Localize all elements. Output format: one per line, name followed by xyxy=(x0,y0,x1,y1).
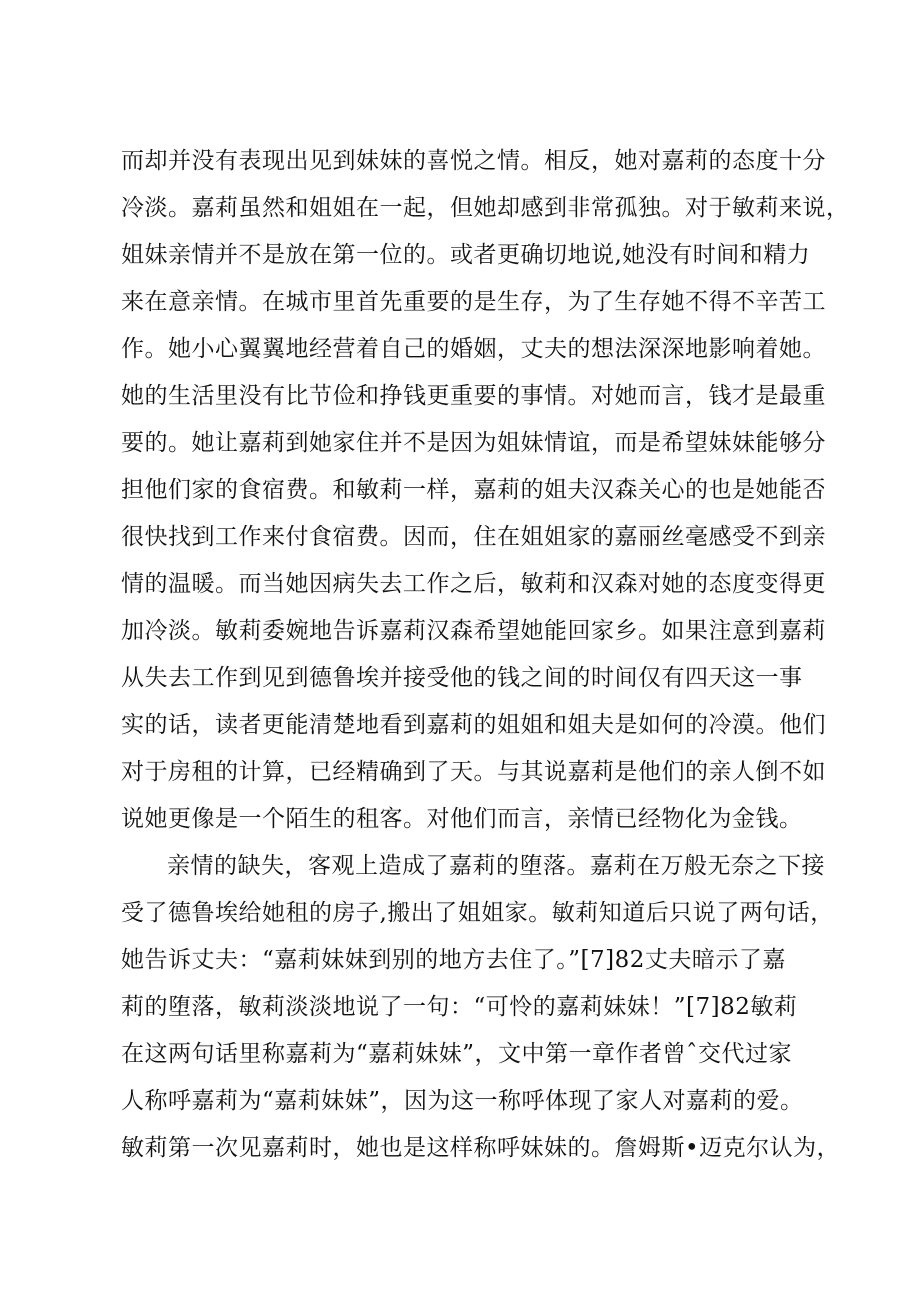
document-body xyxy=(121,138,850,1172)
paragraph-2 xyxy=(121,843,841,1172)
text-line: 她的生活里没有比节俭和挣钱更重要的事情。对她而言，钱才是最重 xyxy=(121,383,826,409)
text-line: 敏莉第一次见嘉莉时，她也是这样称呼妹妹的。詹姆斯•迈克尔认为， xyxy=(121,1135,841,1161)
text-line: 她告诉丈夫：“嘉莉妹妹到别的地方去住了。”[7]82丈夫暗示了嘉 xyxy=(121,947,786,973)
text-line: 很快找到工作来付食宿费。因而，住在姐姐家的嘉丽丝毫感受不到亲 xyxy=(121,524,826,550)
text-line: 在这两句话里称嘉莉为“嘉莉妹妹”，文中第一章作者曾ˆ交代过家 xyxy=(121,1041,793,1067)
text-line: 加冷淡。敏莉委婉地告诉嘉莉汉森希望她能回家乡。如果注意到嘉莉 xyxy=(121,618,826,644)
text-line: 而却并没有表现出见到妹妹的喜悦之情。相反，她对嘉莉的态度十分 xyxy=(121,148,826,174)
text-line: 实的话，读者更能清楚地看到嘉莉的姐姐和姐夫是如何的冷漠。他们 xyxy=(121,712,826,738)
text-line: 来在意亲情。在城市里首先重要的是生存，为了生存她不得不辛苦工 xyxy=(121,289,826,315)
text-line: 担他们家的食宿费。和敏莉一样，嘉莉的姐夫汉森关心的也是她能否 xyxy=(121,477,826,503)
text-line: 从失去工作到见到德鲁埃并接受他的钱之间的时间仅有四天这一事 xyxy=(121,665,803,691)
text-line: 对于房租的计算，已经精确到了天。与其说嘉莉是他们的亲人倒不如 xyxy=(121,759,826,785)
text-line: 人称呼嘉莉为“嘉莉妹妹”，因为这一称呼体现了家人对嘉莉的爱。 xyxy=(121,1088,804,1114)
text-line: 情的温暖。而当她因病失去工作之后，敏莉和汉森对她的态度变得更 xyxy=(121,571,826,597)
text-line: 要的。她让嘉莉到她家住并不是因为姐妹情谊，而是希望妹妹能够分 xyxy=(121,430,826,456)
text-line: 说她更像是一个陌生的租客。对他们而言，亲情已经物化为金钱。 xyxy=(121,806,803,832)
text-line: 莉的堕落，敏莉淡淡地说了一句：“可怜的嘉莉妹妹！”[7]82敏莉 xyxy=(121,994,798,1020)
text-line: 作。她小心翼翼地经营着自己的婚姻，丈夫的想法深深地影响着她。 xyxy=(121,336,826,362)
paragraph-1 xyxy=(121,138,850,843)
text-line: 冷淡。嘉莉虽然和姐姐在一起，但她却感到非常孤独。对于敏莉来说， xyxy=(121,195,850,221)
text-line: 受了德鲁埃给她租的房子,搬出了姐姐家。敏莉知道后只说了两句话， xyxy=(121,900,834,926)
text-line-first-indented: 亲情的缺失，客观上造成了嘉莉的堕落。嘉莉在万般无奈之下接 xyxy=(167,853,825,879)
text-line: 姐妹亲情并不是放在第一位的。或者更确切地说,她没有时间和精力 xyxy=(121,242,811,268)
